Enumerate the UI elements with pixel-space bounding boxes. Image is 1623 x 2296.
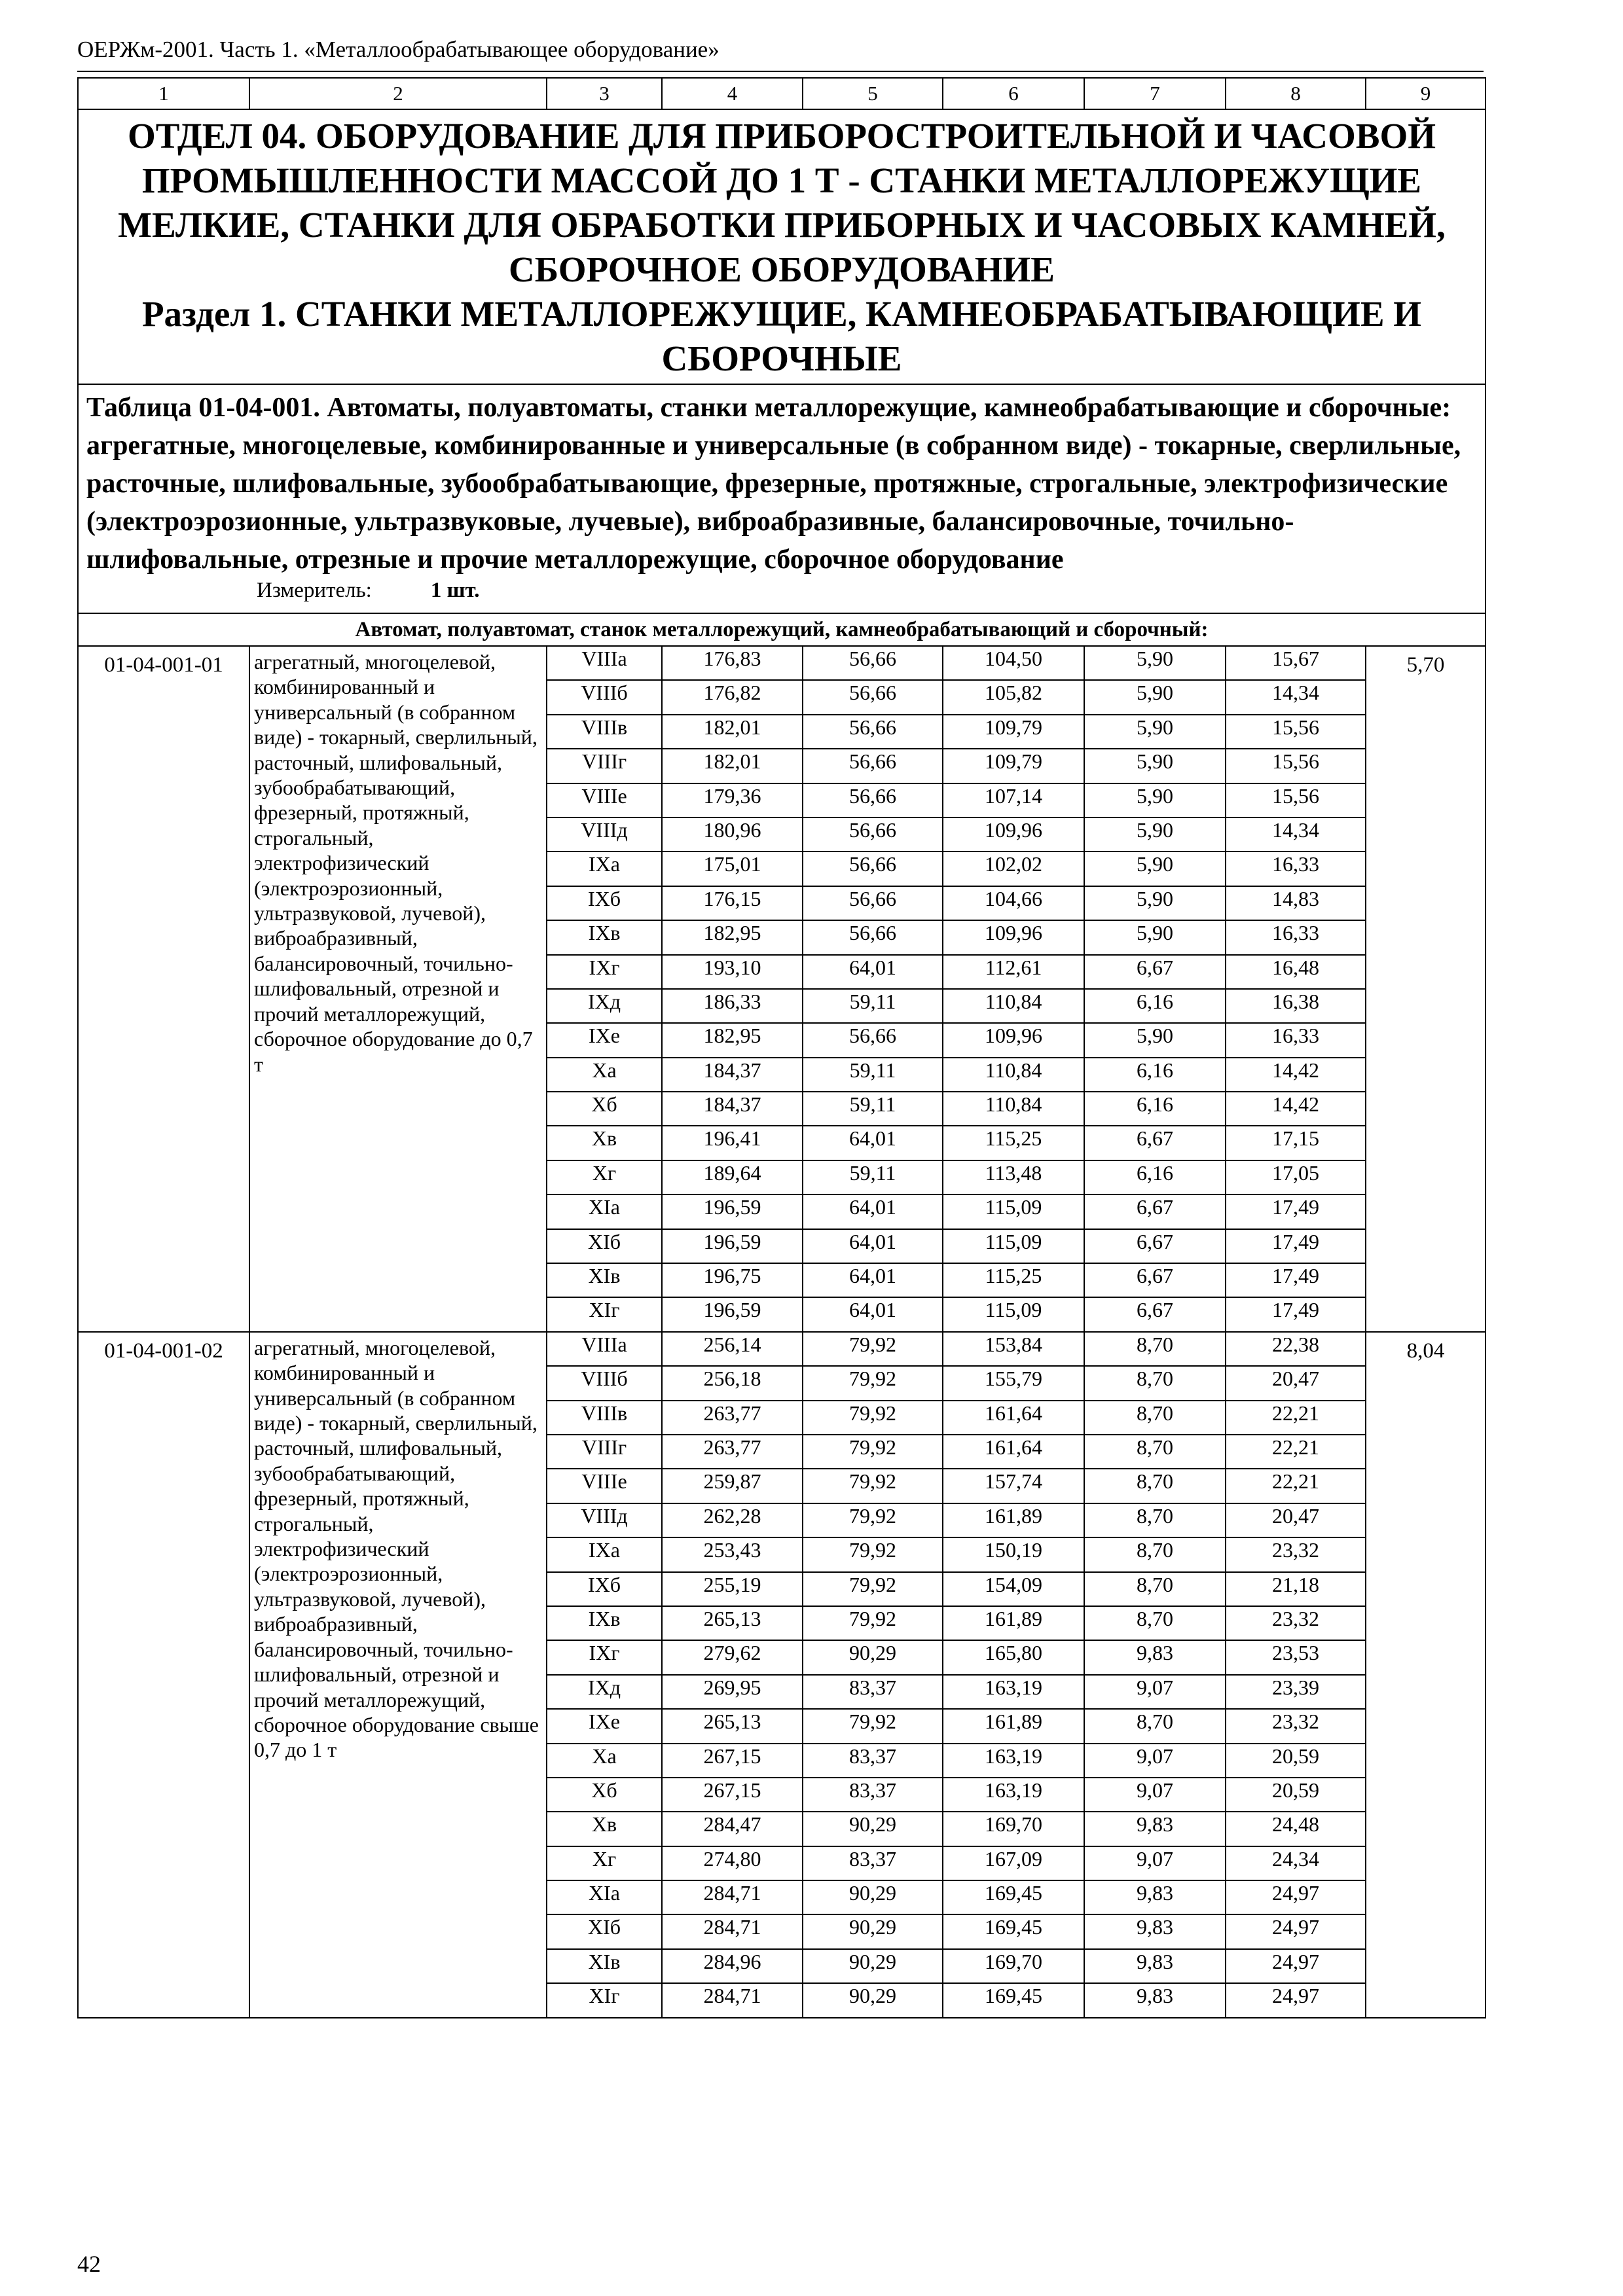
value-cell: 23,32 — [1226, 1606, 1366, 1640]
zone-cell: Xг — [547, 1846, 662, 1880]
value-cell: 64,01 — [803, 1263, 943, 1297]
value-cell: 9,83 — [1084, 1949, 1226, 1983]
column-9-value: 8,04 — [1366, 1332, 1486, 2018]
value-cell: 161,64 — [943, 1435, 1084, 1469]
zone-cell: XIа — [547, 1194, 662, 1229]
value-cell: 56,66 — [803, 1023, 943, 1057]
value-cell: 104,66 — [943, 886, 1084, 920]
zone-cell: VIIIе — [547, 783, 662, 817]
value-cell: 115,09 — [943, 1297, 1084, 1331]
value-cell: 79,92 — [803, 1469, 943, 1503]
zone-cell: IXв — [547, 920, 662, 954]
table-row — [78, 1332, 1486, 1366]
column-number: 2 — [249, 78, 547, 109]
value-cell: 9,07 — [1084, 1778, 1226, 1812]
zone-cell: IXд — [547, 989, 662, 1023]
value-cell: 64,01 — [803, 1297, 943, 1331]
value-cell: 64,01 — [803, 1229, 943, 1263]
value-cell: 105,82 — [943, 680, 1084, 714]
value-cell: 79,92 — [803, 1606, 943, 1640]
value-cell: 8,70 — [1084, 1401, 1226, 1435]
value-cell: 109,96 — [943, 920, 1084, 954]
zone-cell: IXг — [547, 955, 662, 989]
value-cell: 274,80 — [662, 1846, 803, 1880]
zone-cell: XIб — [547, 1914, 662, 1948]
value-cell: 169,45 — [943, 1983, 1084, 2017]
value-cell: 263,77 — [662, 1435, 803, 1469]
value-cell: 14,34 — [1226, 817, 1366, 852]
value-cell: 23,39 — [1226, 1675, 1366, 1709]
column-number: 6 — [943, 78, 1084, 109]
value-cell: 5,90 — [1084, 646, 1226, 680]
value-cell: 20,59 — [1226, 1778, 1366, 1812]
value-cell: 180,96 — [662, 817, 803, 852]
value-cell: 6,16 — [1084, 989, 1226, 1023]
value-cell: 83,37 — [803, 1675, 943, 1709]
value-cell: 9,83 — [1084, 1812, 1226, 1846]
value-cell: 16,33 — [1226, 1023, 1366, 1057]
value-cell: 59,11 — [803, 1160, 943, 1194]
value-cell: 83,37 — [803, 1846, 943, 1880]
column-number: 5 — [803, 78, 943, 109]
value-cell: 196,59 — [662, 1229, 803, 1263]
value-cell: 14,42 — [1226, 1092, 1366, 1126]
value-cell: 23,53 — [1226, 1640, 1366, 1674]
value-cell: 17,05 — [1226, 1160, 1366, 1194]
rates-table — [77, 77, 1486, 2018]
value-cell: 279,62 — [662, 1640, 803, 1674]
value-cell: 109,79 — [943, 715, 1084, 749]
value-cell: 9,07 — [1084, 1846, 1226, 1880]
table-title-row — [78, 384, 1486, 579]
value-cell: 90,29 — [803, 1983, 943, 2017]
value-cell: 56,66 — [803, 886, 943, 920]
value-cell: 17,49 — [1226, 1263, 1366, 1297]
value-cell: 112,61 — [943, 955, 1084, 989]
zone-cell: IXв — [547, 1606, 662, 1640]
column-number: 8 — [1226, 78, 1366, 109]
value-cell: 15,67 — [1226, 646, 1366, 680]
value-cell: 56,66 — [803, 920, 943, 954]
value-cell: 64,01 — [803, 955, 943, 989]
zone-cell: Xа — [547, 1058, 662, 1092]
value-cell: 20,59 — [1226, 1744, 1366, 1778]
value-cell: 9,83 — [1084, 1880, 1226, 1914]
value-cell: 161,64 — [943, 1401, 1084, 1435]
value-cell: 267,15 — [662, 1778, 803, 1812]
value-cell: 9,07 — [1084, 1675, 1226, 1709]
zone-cell: IXг — [547, 1640, 662, 1674]
value-cell: 24,48 — [1226, 1812, 1366, 1846]
zone-cell: IXб — [547, 1572, 662, 1606]
value-cell: 8,70 — [1084, 1537, 1226, 1571]
zone-cell: XIв — [547, 1949, 662, 1983]
zone-cell: XIв — [547, 1263, 662, 1297]
value-cell: 56,66 — [803, 715, 943, 749]
zone-cell: XIа — [547, 1880, 662, 1914]
value-cell: 153,84 — [943, 1332, 1084, 1366]
column-number: 7 — [1084, 78, 1226, 109]
value-cell: 59,11 — [803, 1058, 943, 1092]
value-cell: 16,38 — [1226, 989, 1366, 1023]
value-cell: 8,70 — [1084, 1572, 1226, 1606]
value-cell: 17,49 — [1226, 1297, 1366, 1331]
value-cell: 196,75 — [662, 1263, 803, 1297]
table-title: Таблица 01-04-001. Автоматы, полуавтоматы, станки металлорежущие, камнеобрабатывающие и сборочные: агрегатные, многоцелевые, комбинированные и универсальные (в собранном виде) - токарные, сверлильные, расточные, шлифовальные, зубообрабатывающие, фрезерные, протяжные, строгальные, электрофизические (электроэрозионные, ультразвуковые, лучевые), виброабразивные, балансировочные, точильно-шлифовальные, отрезные и прочие металлорежущие, сборочное оборудование — [78, 384, 1486, 579]
value-cell: 90,29 — [803, 1640, 943, 1674]
value-cell: 163,19 — [943, 1675, 1084, 1709]
section-subtitle: Раздел 1. СТАНКИ МЕТАЛЛОРЕЖУЩИЕ, КАМНЕОБРАБАТЫВАЮЩИЕ И СБОРОЧНЫЕ — [141, 294, 1422, 378]
value-cell: 179,36 — [662, 783, 803, 817]
value-cell: 182,95 — [662, 920, 803, 954]
value-cell: 269,95 — [662, 1675, 803, 1709]
value-cell: 56,66 — [803, 852, 943, 886]
zone-cell: VIIIа — [547, 646, 662, 680]
value-cell: 196,59 — [662, 1297, 803, 1331]
value-cell: 184,37 — [662, 1092, 803, 1126]
value-cell: 8,70 — [1084, 1435, 1226, 1469]
value-cell: 83,37 — [803, 1778, 943, 1812]
zone-cell: VIIIд — [547, 817, 662, 852]
value-cell: 79,92 — [803, 1401, 943, 1435]
section-title-cell — [78, 109, 1486, 384]
value-cell: 64,01 — [803, 1126, 943, 1160]
value-cell: 186,33 — [662, 989, 803, 1023]
value-cell: 22,21 — [1226, 1401, 1366, 1435]
running-header: ОЕРЖм-2001. Часть 1. «Металлообрабатывающее оборудование» — [77, 37, 720, 62]
value-cell: 79,92 — [803, 1572, 943, 1606]
group-heading: Автомат, полуавтомат, станок металлорежущий, камнеобрабатывающий и сборочный: — [78, 613, 1486, 646]
value-cell: 115,25 — [943, 1263, 1084, 1297]
zone-cell: VIIIе — [547, 1469, 662, 1503]
zone-cell: Xа — [547, 1744, 662, 1778]
value-cell: 109,96 — [943, 817, 1084, 852]
value-cell: 5,90 — [1084, 749, 1226, 783]
value-cell: 5,90 — [1084, 715, 1226, 749]
value-cell: 163,19 — [943, 1778, 1084, 1812]
measure-row — [78, 579, 1486, 613]
value-cell: 163,19 — [943, 1744, 1084, 1778]
value-cell: 59,11 — [803, 989, 943, 1023]
value-cell: 20,47 — [1226, 1366, 1366, 1400]
value-cell: 16,48 — [1226, 955, 1366, 989]
value-cell: 56,66 — [803, 783, 943, 817]
value-cell: 182,01 — [662, 749, 803, 783]
value-cell: 196,59 — [662, 1194, 803, 1229]
value-cell: 56,66 — [803, 749, 943, 783]
value-cell: 193,10 — [662, 955, 803, 989]
value-cell: 83,37 — [803, 1744, 943, 1778]
value-cell: 8,70 — [1084, 1332, 1226, 1366]
zone-cell: VIIIа — [547, 1332, 662, 1366]
measure-value: 1 шт. — [430, 579, 480, 602]
zone-cell: VIIIв — [547, 715, 662, 749]
value-cell: 115,09 — [943, 1194, 1084, 1229]
value-cell: 6,67 — [1084, 1263, 1226, 1297]
zone-cell: VIIIв — [547, 1401, 662, 1435]
value-cell: 90,29 — [803, 1914, 943, 1948]
value-cell: 21,18 — [1226, 1572, 1366, 1606]
value-cell: 5,90 — [1084, 817, 1226, 852]
value-cell: 284,71 — [662, 1914, 803, 1948]
value-cell: 265,13 — [662, 1606, 803, 1640]
value-cell: 9,83 — [1084, 1983, 1226, 2017]
value-cell: 9,83 — [1084, 1640, 1226, 1674]
value-cell: 184,37 — [662, 1058, 803, 1092]
item-code: 01-04-001-02 — [78, 1332, 249, 2018]
value-cell: 169,45 — [943, 1880, 1084, 1914]
value-cell: 154,09 — [943, 1572, 1084, 1606]
value-cell: 169,45 — [943, 1914, 1084, 1948]
measure-label: Измеритель: — [257, 579, 372, 602]
value-cell: 155,79 — [943, 1366, 1084, 1400]
zone-cell: VIIIг — [547, 1435, 662, 1469]
value-cell: 64,01 — [803, 1194, 943, 1229]
value-cell: 59,11 — [803, 1092, 943, 1126]
value-cell: 16,33 — [1226, 852, 1366, 886]
value-cell: 157,74 — [943, 1469, 1084, 1503]
value-cell: 14,42 — [1226, 1058, 1366, 1092]
zone-cell: IXд — [547, 1675, 662, 1709]
value-cell: 263,77 — [662, 1401, 803, 1435]
value-cell: 255,19 — [662, 1572, 803, 1606]
column-9-value: 5,70 — [1366, 646, 1486, 1332]
value-cell: 6,16 — [1084, 1160, 1226, 1194]
zone-cell: Xб — [547, 1778, 662, 1812]
column-number: 9 — [1366, 78, 1486, 109]
value-cell: 5,90 — [1084, 680, 1226, 714]
value-cell: 161,89 — [943, 1503, 1084, 1537]
zone-cell: Xв — [547, 1812, 662, 1846]
page-number: 42 — [77, 2251, 101, 2277]
value-cell: 24,97 — [1226, 1880, 1366, 1914]
item-description: агрегатный, многоцелевой, комбинированный и универсальный (в собранном виде) - токарный, сверлильный, расточный, шлифовальный, зубообрабатывающий, фрезерный, протяжный, строгальный, электрофизический (электроэрозионный, ультразвуковой, лучевой), виброабразивный, балансировочный, точильно-шлифовальный, отрезной и прочий металлорежущий, сборочное оборудование свыше 0,7 до 1 т — [249, 1332, 547, 2018]
value-cell: 5,90 — [1084, 852, 1226, 886]
value-cell: 161,89 — [943, 1606, 1084, 1640]
value-cell: 8,70 — [1084, 1606, 1226, 1640]
value-cell: 161,89 — [943, 1709, 1084, 1743]
value-cell: 24,97 — [1226, 1983, 1366, 2017]
value-cell: 23,32 — [1226, 1537, 1366, 1571]
zone-cell: Xб — [547, 1092, 662, 1126]
value-cell: 14,83 — [1226, 886, 1366, 920]
value-cell: 79,92 — [803, 1537, 943, 1571]
group-heading-row — [78, 613, 1486, 646]
value-cell: 182,95 — [662, 1023, 803, 1057]
zone-cell: IXе — [547, 1023, 662, 1057]
value-cell: 79,92 — [803, 1503, 943, 1537]
zone-cell: XIг — [547, 1983, 662, 2017]
value-cell: 176,82 — [662, 680, 803, 714]
header-rule — [77, 71, 1484, 72]
zone-cell: IXа — [547, 1537, 662, 1571]
column-number: 4 — [662, 78, 803, 109]
value-cell: 24,34 — [1226, 1846, 1366, 1880]
value-cell: 253,43 — [662, 1537, 803, 1571]
value-cell: 107,14 — [943, 783, 1084, 817]
value-cell: 5,90 — [1084, 783, 1226, 817]
value-cell: 9,83 — [1084, 1914, 1226, 1948]
value-cell: 110,84 — [943, 989, 1084, 1023]
zone-cell: IXб — [547, 886, 662, 920]
value-cell: 17,15 — [1226, 1126, 1366, 1160]
value-cell: 167,09 — [943, 1846, 1084, 1880]
value-cell: 113,48 — [943, 1160, 1084, 1194]
value-cell: 256,18 — [662, 1366, 803, 1400]
value-cell: 90,29 — [803, 1880, 943, 1914]
value-cell: 23,32 — [1226, 1709, 1366, 1743]
column-number: 1 — [78, 78, 249, 109]
value-cell: 56,66 — [803, 680, 943, 714]
value-cell: 22,38 — [1226, 1332, 1366, 1366]
value-cell: 8,70 — [1084, 1469, 1226, 1503]
value-cell: 90,29 — [803, 1949, 943, 1983]
measure-cell — [78, 579, 1486, 613]
value-cell: 8,70 — [1084, 1366, 1226, 1400]
item-code: 01-04-001-01 — [78, 646, 249, 1332]
value-cell: 265,13 — [662, 1709, 803, 1743]
zone-cell: IXа — [547, 852, 662, 886]
value-cell: 189,64 — [662, 1160, 803, 1194]
value-cell: 6,16 — [1084, 1092, 1226, 1126]
value-cell: 259,87 — [662, 1469, 803, 1503]
value-cell: 196,41 — [662, 1126, 803, 1160]
value-cell: 16,33 — [1226, 920, 1366, 954]
value-cell: 256,14 — [662, 1332, 803, 1366]
value-cell: 15,56 — [1226, 783, 1366, 817]
value-cell: 284,71 — [662, 1983, 803, 2017]
value-cell: 284,47 — [662, 1812, 803, 1846]
zone-cell: Xв — [547, 1126, 662, 1160]
value-cell: 267,15 — [662, 1744, 803, 1778]
zone-cell: XIб — [547, 1229, 662, 1263]
value-cell: 20,47 — [1226, 1503, 1366, 1537]
value-cell: 56,66 — [803, 646, 943, 680]
value-cell: 284,96 — [662, 1949, 803, 1983]
value-cell: 79,92 — [803, 1332, 943, 1366]
item-description: агрегатный, многоцелевой, комбинированный и универсальный (в собранном виде) - токарный, сверлильный, расточный, шлифовальный, зубообрабатывающий, фрезерный, протяжный, строгальный, электрофизический (электроэрозионный, ультразвуковой, лучевой), виброабразивный, балансировочный, точильно-шлифовальный, отрезной и прочий металлорежущий, сборочное оборудование до 0,7 т — [249, 646, 547, 1332]
zone-cell: VIIIб — [547, 680, 662, 714]
zone-cell: VIIIг — [547, 749, 662, 783]
value-cell: 15,56 — [1226, 749, 1366, 783]
value-cell: 5,90 — [1084, 920, 1226, 954]
value-cell: 79,92 — [803, 1435, 943, 1469]
value-cell: 24,97 — [1226, 1949, 1366, 1983]
value-cell: 17,49 — [1226, 1194, 1366, 1229]
value-cell: 6,67 — [1084, 1126, 1226, 1160]
value-cell: 79,92 — [803, 1366, 943, 1400]
table-row — [78, 646, 1486, 680]
value-cell: 79,92 — [803, 1709, 943, 1743]
value-cell: 262,28 — [662, 1503, 803, 1537]
value-cell: 109,79 — [943, 749, 1084, 783]
zone-cell: Xг — [547, 1160, 662, 1194]
column-number: 3 — [547, 78, 662, 109]
value-cell: 22,21 — [1226, 1435, 1366, 1469]
value-cell: 104,50 — [943, 646, 1084, 680]
zone-cell: XIг — [547, 1297, 662, 1331]
value-cell: 90,29 — [803, 1812, 943, 1846]
value-cell: 176,15 — [662, 886, 803, 920]
value-cell: 6,67 — [1084, 1229, 1226, 1263]
value-cell: 169,70 — [943, 1949, 1084, 1983]
value-cell: 14,34 — [1226, 680, 1366, 714]
value-cell: 6,67 — [1084, 955, 1226, 989]
value-cell: 182,01 — [662, 715, 803, 749]
value-cell: 17,49 — [1226, 1229, 1366, 1263]
section-title-row — [78, 109, 1486, 384]
value-cell: 56,66 — [803, 817, 943, 852]
section-title: ОТДЕЛ 04. ОБОРУДОВАНИЕ ДЛЯ ПРИБОРОСТРОИТЕЛЬНОЙ И ЧАСОВОЙ ПРОМЫШЛЕННОСТИ МАССОЙ ДО 1 Т - СТАНКИ МЕТАЛЛОРЕЖУЩИЕ МЕЛКИЕ, СТАНКИ ДЛЯ ОБРАБОТКИ ПРИБОРНЫХ И ЧАСОВЫХ КАМНЕЙ, СБОРОЧНОЕ ОБОРУДОВАНИЕ — [118, 116, 1446, 289]
value-cell: 6,67 — [1084, 1297, 1226, 1331]
value-cell: 284,71 — [662, 1880, 803, 1914]
value-cell: 110,84 — [943, 1058, 1084, 1092]
value-cell: 165,80 — [943, 1640, 1084, 1674]
value-cell: 24,97 — [1226, 1914, 1366, 1948]
column-number-row — [78, 78, 1486, 109]
value-cell: 8,70 — [1084, 1503, 1226, 1537]
value-cell: 176,83 — [662, 646, 803, 680]
value-cell: 5,90 — [1084, 1023, 1226, 1057]
zone-cell: VIIIб — [547, 1366, 662, 1400]
value-cell: 150,19 — [943, 1537, 1084, 1571]
value-cell: 6,16 — [1084, 1058, 1226, 1092]
value-cell: 5,90 — [1084, 886, 1226, 920]
value-cell: 115,09 — [943, 1229, 1084, 1263]
value-cell: 175,01 — [662, 852, 803, 886]
value-cell: 109,96 — [943, 1023, 1084, 1057]
value-cell: 9,07 — [1084, 1744, 1226, 1778]
value-cell: 6,67 — [1084, 1194, 1226, 1229]
value-cell: 15,56 — [1226, 715, 1366, 749]
value-cell: 110,84 — [943, 1092, 1084, 1126]
value-cell: 102,02 — [943, 852, 1084, 886]
value-cell: 115,25 — [943, 1126, 1084, 1160]
zone-cell: IXе — [547, 1709, 662, 1743]
value-cell: 22,21 — [1226, 1469, 1366, 1503]
value-cell: 169,70 — [943, 1812, 1084, 1846]
zone-cell: VIIIд — [547, 1503, 662, 1537]
value-cell: 8,70 — [1084, 1709, 1226, 1743]
